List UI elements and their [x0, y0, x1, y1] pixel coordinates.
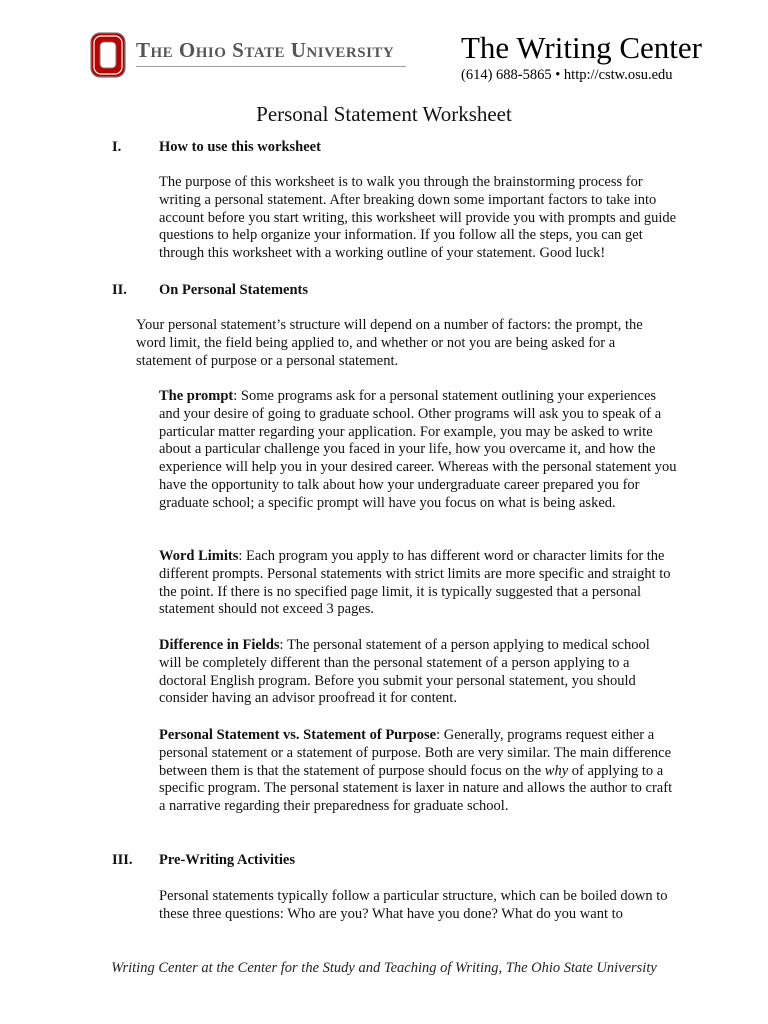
list-item	[159, 548, 673, 619]
item-term: Word Limits	[159, 548, 239, 564]
section-intro: Your personal statement’s structure will depend on a number of factors: the prompt, the word limit, the field being applied to, and whether or not you are being asked for a statement of purpose or a personal statement.	[136, 317, 643, 369]
item-text: : The personal statement of a person applying to medical school will be completely different than the personal statement of a person applying to a doctoral English program. Before you submit your personal statement, you should consider having an advisor proofread it for content.	[159, 637, 650, 707]
item-term: The prompt	[159, 388, 234, 404]
section-heading: On Personal Statements	[159, 282, 309, 298]
university-name: The Ohio State University	[136, 38, 395, 62]
list-item	[159, 637, 673, 708]
section-paragraph: Personal statements typically follow a particular structure, which can be boiled down to these three questions: Who are you? What have you done? What do you want to	[159, 888, 668, 922]
page-header	[0, 0, 768, 100]
document-title: Personal Statement Worksheet	[256, 102, 512, 126]
item-text: : Each program you apply to has different word or character limits for the different prompts. Personal statements with strict limits are more specific and straight to the point. If there is no specified page limit, it is typically suggested that a personal statement should not exceed 3 pages.	[159, 548, 671, 618]
item-text: of applying to a specific program. The personal statement is laxer in nature and allows the author to craft a narrative regarding their preparedness for graduate school.	[159, 762, 673, 815]
list-item	[159, 388, 679, 513]
item-text: : Generally, programs request either a personal statement or a statement of purpose. Both are very similar. The main difference between them is that the statement of purpose should focus on the	[159, 727, 672, 779]
item-term: Difference in Fields	[159, 637, 280, 653]
section-numeral: III.	[112, 852, 133, 868]
item-emphasis: why	[544, 762, 569, 779]
page-footer: Writing Center at the Center for the Study and Teaching of Writing, The Ohio State University	[111, 960, 657, 976]
writing-center-title: The Writing Center	[461, 30, 702, 65]
section-heading: Pre-Writing Activities	[159, 852, 295, 868]
section-heading: How to use this worksheet	[159, 139, 321, 155]
contact-info: (614) 688-5865 • http://cstw.osu.edu	[461, 67, 673, 83]
item-term: Personal Statement vs. Statement of Purpose	[159, 727, 437, 743]
section-numeral: II.	[112, 282, 127, 298]
item-text: : Some programs ask for a personal statement outlining your experiences and your desire of going to graduate school. Other programs will ask you to speak of a particular matter regarding your application. For example, you may be asked to write about a particular challenge you faced in your life, how you overcame it, and how the experience will help you in your desired career. Whereas with the personal statement you have the opportunity to talk about how your undergraduate career prepared you for graduate school; a specific prompt will have you focus on what is being asked.	[159, 388, 677, 511]
university-divider	[136, 66, 406, 67]
list-item	[159, 727, 679, 816]
section-paragraph: The purpose of this worksheet is to walk you through the brainstorming process for writing a personal statement. After breaking down some important factors to take into account before you start writing, this worksheet will provide you with prompts and guide questions to help organize your information. If you follow all the steps, you can get through this worksheet with a working outline of your statement. Good luck!	[159, 174, 677, 262]
section-numeral: I.	[112, 139, 122, 155]
ohio-state-block-o-logo	[90, 32, 126, 78]
